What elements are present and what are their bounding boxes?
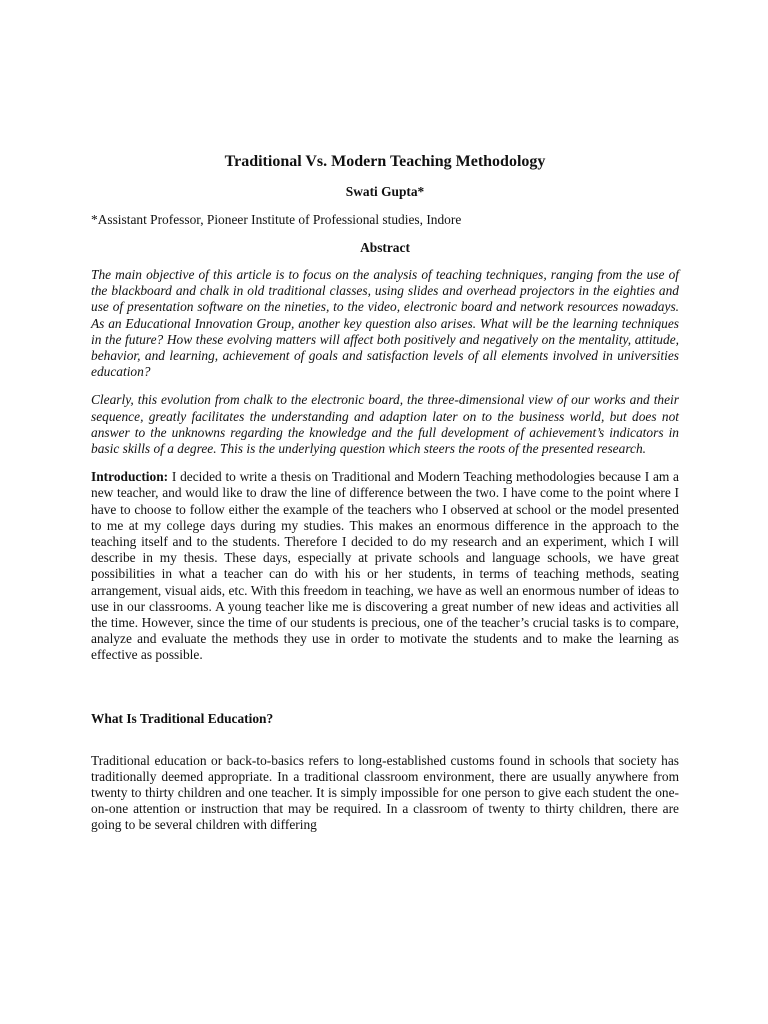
introduction-label: Introduction:: [91, 469, 169, 485]
abstract-paragraph-1: The main objective of this article is to focus on the analysis of teaching techniques, ranging from the use of the blackboard and chalk in old traditional classes, using slides and overhead projectors in the eighties and use of presentation software on the nineties, to the video, electronic board and network resources nowadays. As an Educational Innovation Group, another key question also arises. What will be the learning techniques in the future? How these evolving matters will affect both positively and negatively on the mentality, attitude, behavior, and learning, achievement of goals and satisfaction levels of all elements involved in universities education?: [91, 267, 679, 380]
abstract-heading: Abstract: [360, 240, 410, 255]
introduction-text: I decided to write a thesis on Traditional and Modern Teaching methodologies because I am a new teacher, and would like to draw the line of difference between the two. I have come to the point where I have to choose to follow either the example of the teachers who I observed at school or the model presented to me at my college days during my studies. This makes an enormous difference in the approach to the teaching itself and to the students. Therefore I decided to do my research and an experiment, which I will describe in my thesis. These days, especially at private schools and language schools, we have great possibilities in what a teacher can do with his or her students, in terms of teaching methods, seating arrangement, visual aids, etc. With this freedom in teaching, we have as well an enormous number of ideas to use in our classrooms. A young teacher like me is discovering a great number of new ideas and activities all the time. However, since the time of our students is precious, one of the teacher’s crucial tasks is to compare, analyze and evaluate the methods they use in order to motivate the students and to make the learning as effective as possible.: [91, 469, 679, 663]
section-heading: What Is Traditional Education?: [91, 710, 274, 726]
abstract-paragraph-2: Clearly, this evolution from chalk to the electronic board, the three-dimensional view of our works and their sequence, greatly facilitates the understanding and adaption later on to the business world, but does not answer to the unknowns regarding the knowledge and the full development of achievement’s indicators in basic skills of a degree. This is the underlying question which steers the roots of the presented research.: [91, 392, 679, 457]
introduction-paragraph: [91, 469, 679, 663]
author-name: Swati Gupta*: [345, 184, 425, 199]
document-page: [91, 152, 679, 834]
author-affiliation: *Assistant Professor, Pioneer Institute of Professional studies, Indore: [91, 212, 462, 227]
section-paragraph: Traditional education or back-to-basics refers to long-established customs found in schools that society has traditionally deemed appropriate. In a traditional classroom environment, there are usually anywhere from twenty to thirty children and one teacher. It is simply impossible for one person to give each student the one-on-one attention or instruction that may be required. In a classroom of twenty to thirty children, there are going to be several children with differing: [91, 752, 679, 833]
paper-title: Traditional Vs. Modern Teaching Methodology: [224, 153, 546, 170]
